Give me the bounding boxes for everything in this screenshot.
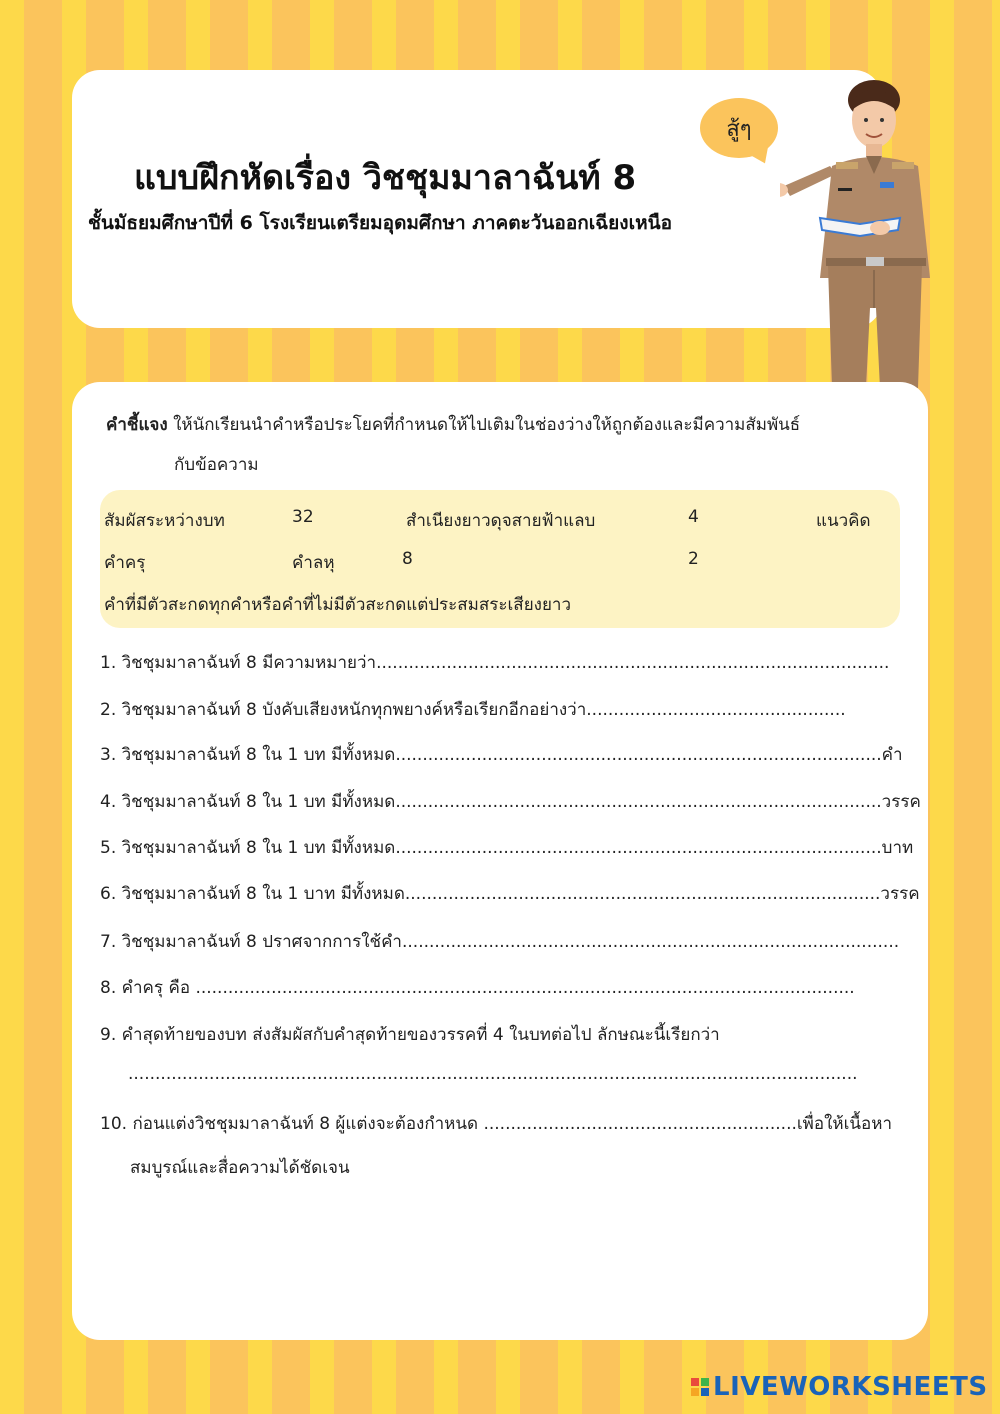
question-text: 4. วิชชุมมาลาฉันท์ 8 ใน 1 บท มีทั้งหมด — [100, 792, 396, 812]
question-9 — [100, 1021, 720, 1048]
word-bank-item[interactable]: 4 — [688, 507, 699, 527]
answer-blank[interactable]: ....................................................................................................................................... — [128, 1064, 858, 1084]
answer-blank[interactable]: ........................................................................................ — [404, 884, 881, 904]
answer-blank[interactable]: .......................................................................................... — [395, 792, 882, 812]
question-text: 2. วิชชุมมาลาฉันท์ 8 บังคับเสียงหนักทุกพยางค์หรือเรียกอีกอย่างว่า — [100, 700, 587, 720]
word-bank-item[interactable]: คำที่มีตัวสะกดทุกคำหรือคำที่ไม่มีตัวสะกดแต่ประสมสระเสียงยาว — [104, 595, 572, 615]
question-suffix: วรรค — [881, 792, 921, 812]
question-text: 7. วิชชุมมาลาฉันท์ 8 ปราศจากการใช้คำ — [100, 932, 402, 952]
instructions-label: คำชี้แจง — [106, 415, 168, 435]
question-text: 5. วิชชุมมาลาฉันท์ 8 ใน 1 บท มีทั้งหมด — [100, 838, 396, 858]
instructions-text: ให้นักเรียนนำคำหรือประโยคที่กำหนดให้ไปเติมในช่องว่างให้ถูกต้องและมีความสัมพันธ์ — [173, 415, 801, 435]
question-suffix: คำ — [881, 745, 903, 765]
word-bank-item[interactable]: สัมผัสระหว่างบท — [104, 511, 225, 531]
answer-blank[interactable]: ............................................................................................... — [376, 653, 890, 673]
instructions-continuation: กับข้อความ — [174, 455, 259, 475]
question-1 — [100, 649, 889, 676]
question-3 — [100, 741, 903, 768]
question-text: 3. วิชชุมมาลาฉันท์ 8 ใน 1 บท มีทั้งหมด — [100, 745, 396, 765]
page-title: แบบฝึกหัดเรื่อง วิชชุมมาลาฉันท์ 8 — [134, 158, 637, 198]
answer-blank[interactable]: ................................................ — [586, 700, 846, 720]
question-text: 9. คำสุดท้ายของบท ส่งสัมผัสกับคำสุดท้ายของวรรคที่ 4 ในบทต่อไป ลักษณะนี้เรียกว่า — [100, 1025, 720, 1045]
speech-bubble-text: สู้ๆ — [726, 116, 752, 142]
word-bank-item[interactable]: คำครุ — [104, 553, 146, 573]
word-bank-item[interactable]: 8 — [402, 549, 413, 569]
question-text: 1. วิชชุมมาลาฉันท์ 8 มีความหมายว่า — [100, 653, 377, 673]
liveworksheets-logo — [690, 1372, 988, 1402]
word-bank-item[interactable]: 32 — [292, 507, 314, 527]
word-bank-item[interactable]: คำลหุ — [292, 553, 335, 573]
logo-text: LIVEWORKSHEETS — [713, 1372, 988, 1402]
question-10 — [100, 1110, 892, 1137]
question-7 — [100, 928, 899, 955]
word-bank-item[interactable]: 2 — [688, 549, 699, 569]
page-subtitle: ชั้นมัธยมศึกษาปีที่ 6 โรงเรียนเตรียมอุดมศึกษา ภาคตะวันออกเฉียงเหนือ — [88, 212, 672, 234]
logo-icon — [690, 1377, 710, 1397]
question-5 — [100, 834, 913, 861]
question-6 — [100, 880, 920, 907]
question-suffix: เพื่อให้เนื้อหา — [796, 1114, 893, 1134]
question-suffix: บาท — [881, 838, 914, 858]
answer-blank[interactable]: ............................................................................................ — [401, 932, 900, 952]
question-suffix: วรรค — [880, 884, 920, 904]
question-9-blank-line — [128, 1064, 858, 1084]
question-text: 6. วิชชุมมาลาฉันท์ 8 ใน 1 บาท มีทั้งหมด — [100, 884, 405, 904]
question-text: 8. คำครุ คือ — [100, 978, 191, 998]
question-text: 10. ก่อนแต่งวิชชุมมาลาฉันท์ 8 ผู้แต่งจะต้องกำหนด — [100, 1114, 479, 1134]
question-8 — [100, 974, 855, 1001]
answer-blank[interactable]: .......................................................................................... — [395, 838, 882, 858]
question-4 — [100, 788, 921, 815]
question-2 — [100, 696, 846, 723]
answer-blank[interactable]: .......................................................... — [483, 1114, 797, 1134]
answer-blank[interactable]: .......................................................................................................................... — [195, 978, 855, 998]
teacher-illustration — [780, 78, 950, 388]
answer-blank[interactable]: .......................................................................................... — [395, 745, 882, 765]
word-bank-item[interactable]: สำเนียงยาวดุจสายฟ้าแลบ — [406, 511, 596, 531]
instructions — [106, 412, 886, 478]
question-10-continuation: สมบูรณ์และสื่อความได้ชัดเจน — [130, 1158, 350, 1178]
word-bank-item[interactable]: แนวคิด — [816, 511, 871, 531]
